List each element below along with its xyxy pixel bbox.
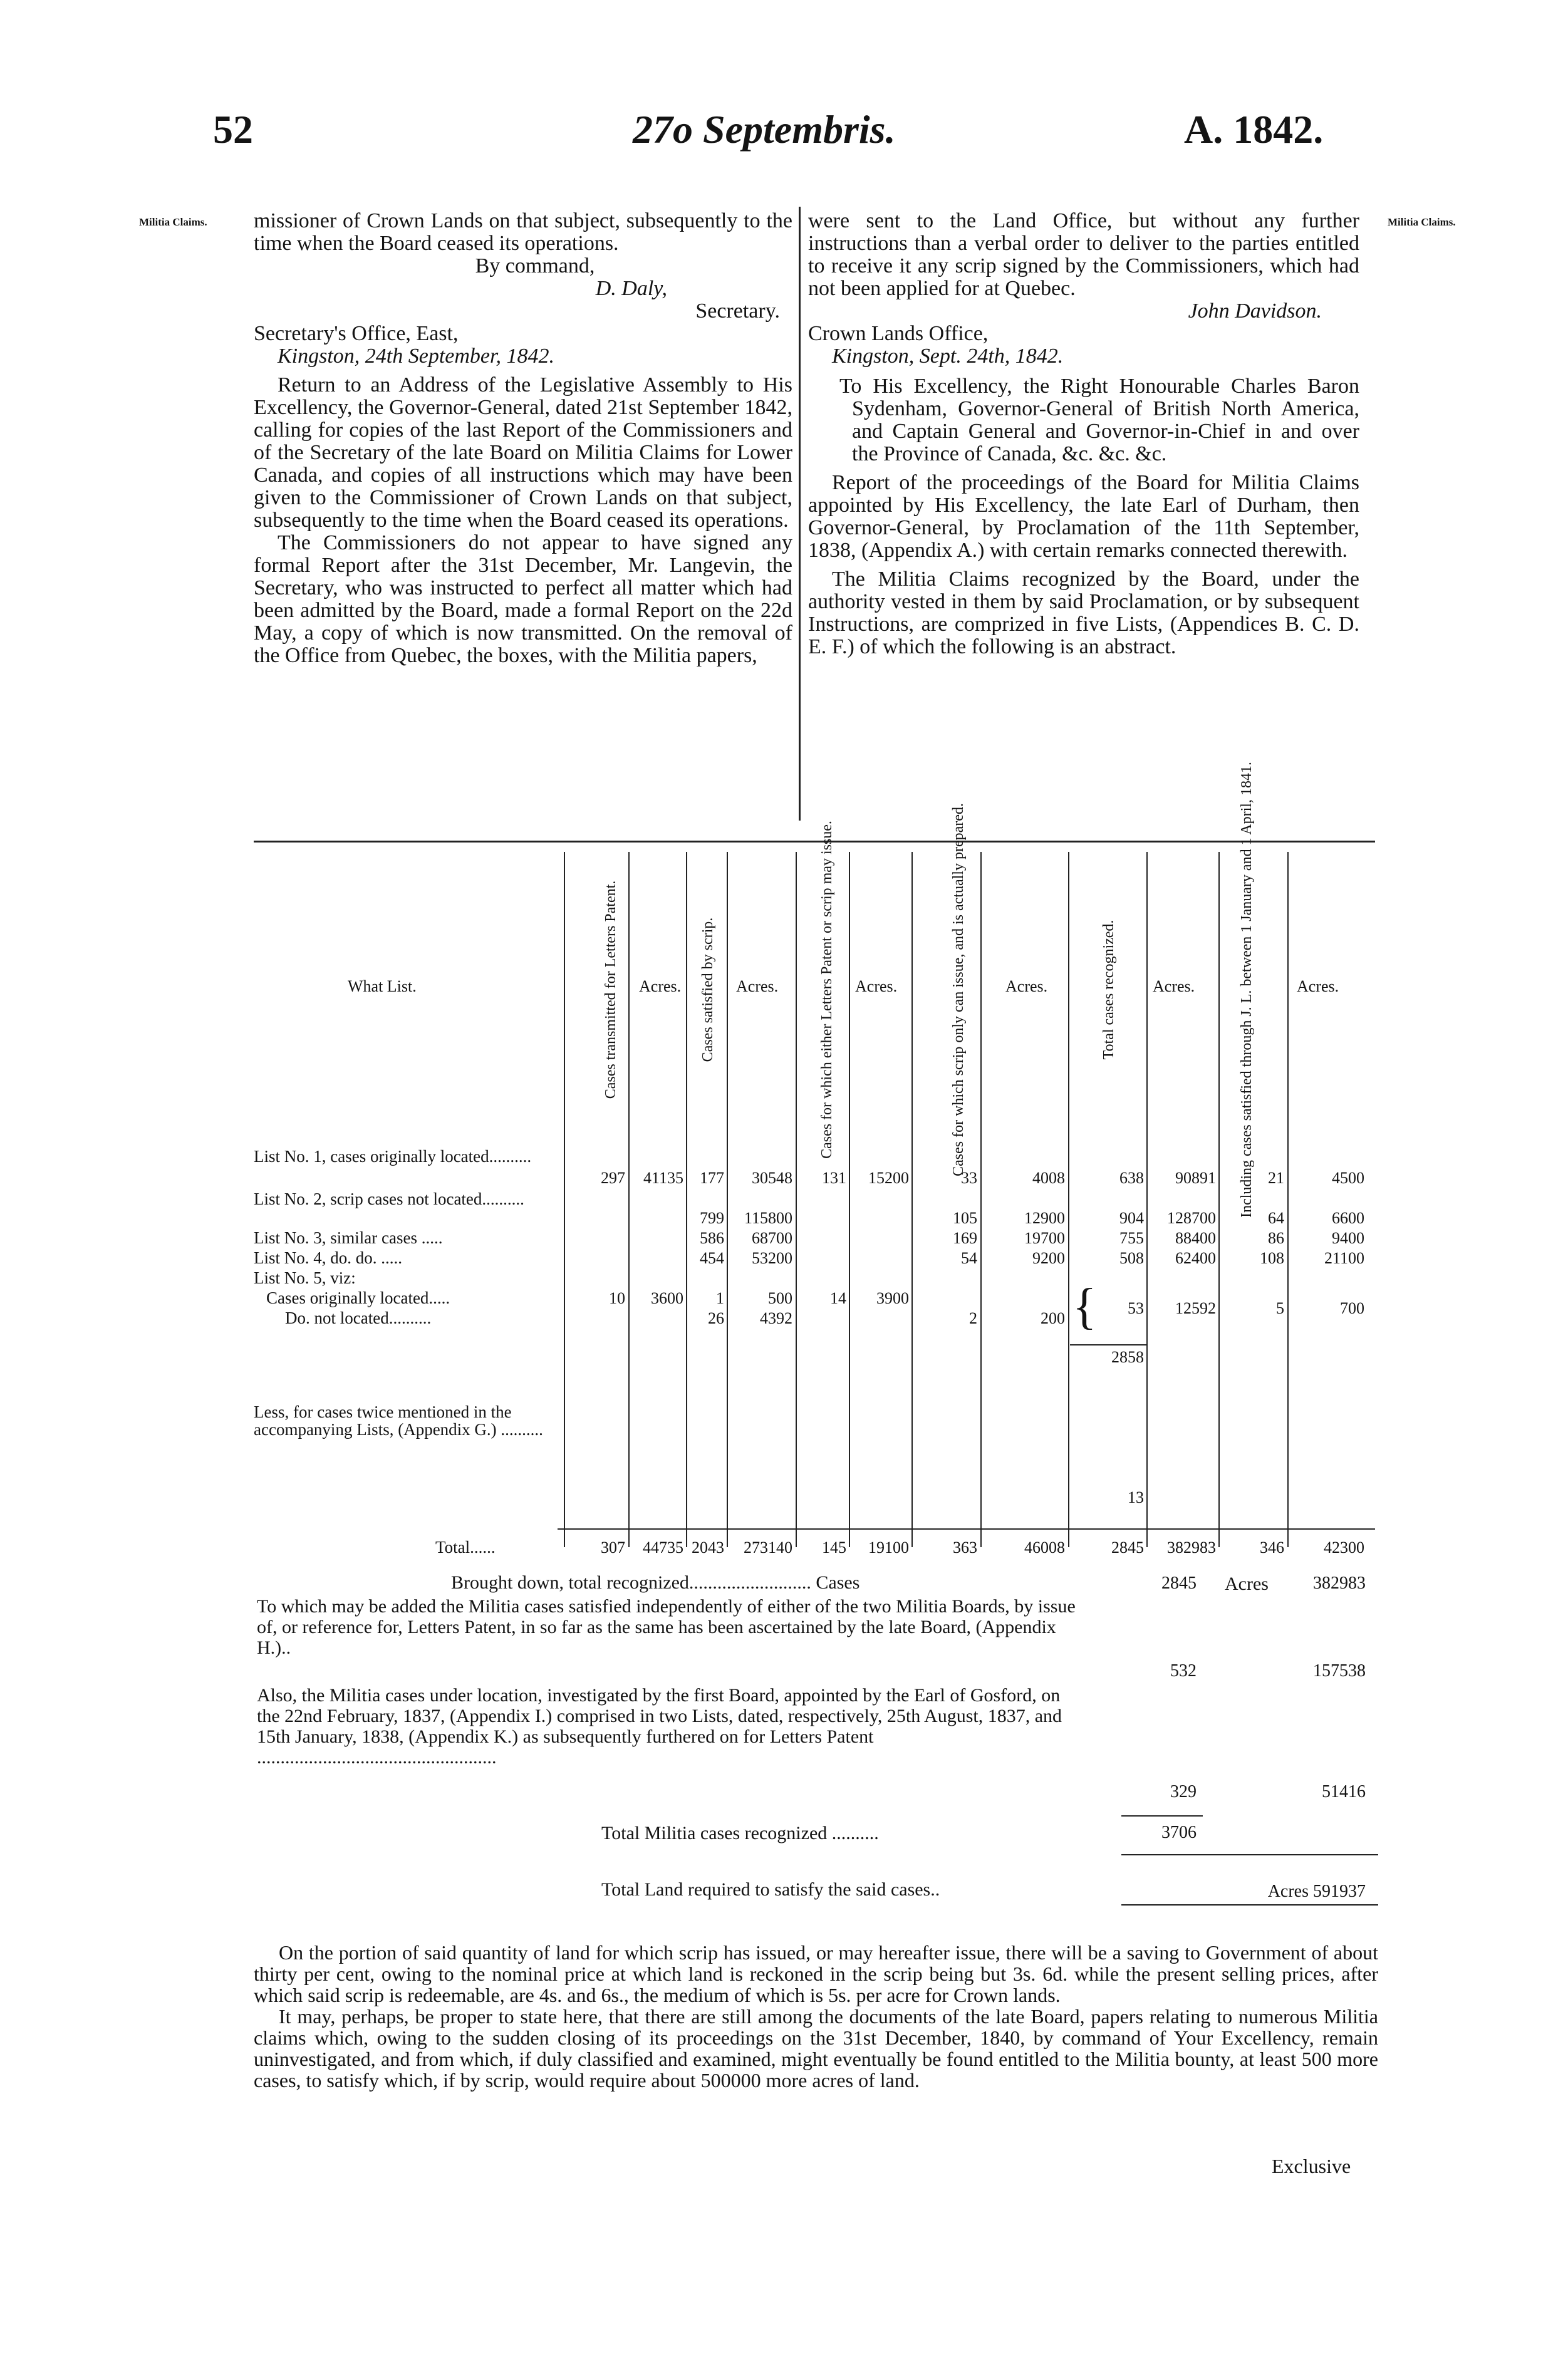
table-cell: 21 bbox=[1268, 1169, 1284, 1187]
col-header-acres-1: Acres. bbox=[639, 977, 682, 995]
table-cell: 700 bbox=[1340, 1299, 1364, 1317]
table-cell: 64 bbox=[1268, 1209, 1284, 1227]
table-total: 2845 bbox=[1111, 1538, 1144, 1557]
table-cell: 14 bbox=[830, 1289, 846, 1307]
right-para-2: Report of the proceedings of the Board for Militia Claims appointed by His Excellency, the late Earl of Durham, then Governor-General, by Proclamation of the 11th September, 1838, (Appendix A.) with certain remarks connected therewith. bbox=[808, 471, 1359, 562]
catchword: Exclusive bbox=[1272, 2155, 1351, 2177]
table-cell: 54 bbox=[961, 1249, 977, 1267]
table-rule bbox=[1218, 852, 1220, 1547]
table-rule bbox=[1068, 852, 1069, 1547]
table-cell: 53200 bbox=[752, 1249, 792, 1267]
table-cell: 128700 bbox=[1167, 1209, 1216, 1227]
table-cell: 3600 bbox=[651, 1289, 683, 1307]
left-para-2: Return to an Address of the Legislative Assembly to His Excellency, the Governor-General, dated 21st September 1842, calling for copies of the last Report of the Commissioners and of the Secretary of the late Board on Militia Claims for Lower Canada, and copies of all instructions which may have been given to the Commissioner of Crown Lands on that subject, subsequently to the time when the Board ceased its operations. bbox=[254, 373, 792, 532]
table-cell: 586 bbox=[700, 1229, 724, 1247]
summary-added: To which may be added the Militia cases satisfied independently of either of the two Militia Boards, by issue of, or reference for, Letters Patent, in so far as the same has been ascertained by the late Board, (Appendix H.).. bbox=[257, 1596, 1076, 1658]
right-office: Crown Lands Office, bbox=[808, 322, 989, 345]
summary-acres-label: Acres bbox=[1225, 1573, 1269, 1594]
col-header-what-list: What List. bbox=[348, 977, 417, 995]
row-label-list-3: List No. 3, similar cases ..... bbox=[254, 1228, 443, 1247]
col-header-including: Including cases satisfied through J. L. between 1 January and 1 April, 1841. bbox=[1238, 762, 1255, 1218]
row-label-total: Total...... bbox=[435, 1538, 496, 1557]
row-label-list-2: List No. 2, scrip cases not located.......... bbox=[254, 1190, 524, 1208]
table-cell: 2 bbox=[969, 1309, 977, 1327]
summary-total-cases: 3706 bbox=[1161, 1823, 1197, 1842]
row-label-list-5-located: Cases originally located..... bbox=[266, 1288, 450, 1307]
table-total: 2043 bbox=[692, 1538, 724, 1557]
table-cell: 297 bbox=[601, 1169, 625, 1187]
summary-also: Also, the Militia cases under location, investigated by the first Board, appointed by the Earl of Gosford, on the 22nd February, 1837, (Appendix I.) comprised in two Lists, dated, respectively, 25th August, 1837, and 15th January, 1838, (Appendix K.) as subsequently furthered on for Letters Patent ................................................... bbox=[257, 1685, 1062, 1768]
table-cell: 115800 bbox=[744, 1209, 792, 1227]
col-header-scrip: Cases satisfied by scrip. bbox=[700, 917, 716, 1062]
table-rule bbox=[727, 852, 728, 1547]
col-header-scrip-only: Cases for which scrip only can issue, and is actually prepared. bbox=[950, 803, 967, 1176]
summary-total-cases-label: Total Militia cases recognized .......... bbox=[601, 1823, 879, 1843]
brace: { bbox=[1072, 1279, 1097, 1334]
row-label-list-1: List No. 1, cases originally located.......... bbox=[254, 1147, 532, 1166]
table-cell: 169 bbox=[953, 1229, 977, 1247]
table-cell: 68700 bbox=[752, 1229, 792, 1247]
table-total: 346 bbox=[1260, 1538, 1284, 1557]
summary-rule bbox=[1121, 1815, 1203, 1817]
col-header-acres-4: Acres. bbox=[1005, 977, 1048, 995]
table-cell: 500 bbox=[768, 1289, 792, 1307]
right-para-1: were sent to the Land Office, but without any further instructions than a verbal order to deliver to the parties entitled to receive it any scrip signed by the Commissioners, which had not been applied for at Quebec. bbox=[808, 209, 1359, 300]
by-command: By command, bbox=[475, 254, 595, 277]
table-cell: 4392 bbox=[760, 1309, 792, 1327]
table-cell: 12900 bbox=[1024, 1209, 1065, 1227]
table-rule bbox=[1287, 852, 1289, 1547]
table-cell: 3900 bbox=[876, 1289, 909, 1307]
right-para-3: The Militia Claims recognized by the Board, under the authority vested in them by said Proclamation, or by subsequent Instructions, are comprized in five Lists, (Appendices B. C. D. E. F.) of which the following is an abstract. bbox=[808, 568, 1359, 658]
table-cell: 5 bbox=[1276, 1299, 1284, 1317]
right-office-date: Kingston, Sept. 24th, 1842. bbox=[832, 345, 1064, 368]
col-header-letters-patent: Cases transmitted for Letters Patent. bbox=[603, 880, 619, 1099]
col-header-acres-2: Acres. bbox=[736, 977, 779, 995]
column-divider bbox=[799, 207, 801, 821]
col-header-acres-6: Acres. bbox=[1297, 977, 1339, 995]
table-cell: 200 bbox=[1041, 1309, 1065, 1327]
table-cell: 638 bbox=[1119, 1169, 1144, 1187]
summary-also-cases: 329 bbox=[1170, 1782, 1197, 1802]
table-cell: 904 bbox=[1119, 1209, 1144, 1227]
summary-rule bbox=[1121, 1904, 1378, 1906]
table-cell: 53 bbox=[1128, 1299, 1144, 1317]
table-cell: 454 bbox=[700, 1249, 724, 1267]
summary-total-land: Acres 591937 bbox=[1267, 1882, 1366, 1901]
table-rule bbox=[628, 852, 630, 1547]
summary-also-acres: 51416 bbox=[1322, 1782, 1366, 1802]
footer-para-2: It may, perhaps, be proper to state here, that there are still among the documents of the late Board, papers relating to numerous Militia claims which, owing to the sudden closing of its proceedings on the 31st December, 1840, by command of Your Excellency, remain uninvestigated, and from which, if duly classified and examined, might eventually be found entitled to the Militia bounty, at least 500 more cases, to satisfy which, if by scrip, would require about 500000 more acres of land. bbox=[254, 2005, 1378, 2092]
table-cell: 131 bbox=[822, 1169, 846, 1187]
table-cell: 105 bbox=[953, 1209, 977, 1227]
col-header-acres-3: Acres. bbox=[855, 977, 898, 995]
summary-added-acres: 157538 bbox=[1313, 1661, 1366, 1681]
subtotal-rule bbox=[1070, 1344, 1146, 1345]
table-cell: 6600 bbox=[1332, 1209, 1364, 1227]
left-para-1: missioner of Crown Lands on that subject, subsequently to the time when the Board ceased its operations. bbox=[254, 209, 792, 255]
summary-rule bbox=[1121, 1854, 1378, 1855]
table-cell: 21100 bbox=[1324, 1249, 1364, 1267]
right-address: To His Excellency, the Right Honourable Charles Baron Sydenham, Governor-General of British North America, and Captain General and Governor-in-Chief in and over the Province of Canada, &c. &c. &c. bbox=[839, 375, 1359, 465]
left-signer: D. Daly, bbox=[595, 277, 667, 300]
table-total: 382983 bbox=[1167, 1538, 1216, 1557]
footer-para-1: On the portion of said quantity of land for which scrip has issued, or may hereafter issue, there will be a saving to Government of about thirty per cent, owing to the nominal price at which land is reckoned in the scrip being but 3s. 6d. while the present selling prices, after which said scrip is redeemable, are 4s. and 6s., the medium of which is 5s. per acre for Crown lands. bbox=[254, 1941, 1378, 2006]
page-date: 27o Septembris. bbox=[633, 107, 896, 152]
table-cell: 177 bbox=[700, 1169, 724, 1187]
margin-note-right: Militia Claims. bbox=[1388, 216, 1456, 228]
table-rule bbox=[686, 852, 687, 1547]
summary-brought-down-cases: 2845 bbox=[1161, 1573, 1197, 1593]
col-header-acres-5: Acres. bbox=[1153, 977, 1195, 995]
row-label-less: Less, for cases twice mentioned in the accompanying Lists, (Appendix G.) .......... bbox=[254, 1402, 543, 1439]
table-cell: 4008 bbox=[1032, 1169, 1065, 1187]
summary-added-cases: 532 bbox=[1170, 1661, 1197, 1681]
margin-note-left: Militia Claims. bbox=[139, 216, 207, 228]
left-signer-title: Secretary. bbox=[695, 299, 780, 323]
table-total: 46008 bbox=[1024, 1538, 1065, 1557]
table-total: 307 bbox=[601, 1538, 625, 1557]
table-cell: 12592 bbox=[1175, 1299, 1216, 1317]
table-cell: 4500 bbox=[1332, 1169, 1364, 1187]
table-cell: 508 bbox=[1119, 1249, 1144, 1267]
table-cell: 26 bbox=[708, 1309, 724, 1327]
table-rule bbox=[796, 852, 797, 1547]
table-cell: 755 bbox=[1119, 1229, 1144, 1247]
page-year: A. 1842. bbox=[1184, 107, 1324, 152]
table-total: 44735 bbox=[643, 1538, 683, 1557]
table-cell: 30548 bbox=[752, 1169, 792, 1187]
left-para-3: The Commissioners do not appear to have signed any formal Report after the 31st December, Mr. Langevin, the Secretary, who was instructed to perfect all matter which had been admitted by the Board, made a formal Report on the 22d May, a copy of which is now transmitted. On the removal of the Office from Quebec, the boxes, with the Militia papers, bbox=[254, 531, 792, 667]
left-office-date: Kingston, 24th September, 1842. bbox=[278, 345, 554, 368]
table-top-rule bbox=[254, 841, 1375, 842]
table-cell: 33 bbox=[961, 1169, 977, 1187]
table-cell: 88400 bbox=[1175, 1229, 1216, 1247]
table-cell: 62400 bbox=[1175, 1249, 1216, 1267]
page-number: 52 bbox=[213, 107, 253, 152]
table-cell: 10 bbox=[609, 1289, 625, 1307]
total-rule bbox=[558, 1528, 1375, 1530]
table-cell: 799 bbox=[700, 1209, 724, 1227]
col-header-either: Cases for which either Letters Patent or scrip may issue. bbox=[819, 821, 835, 1159]
summary-total-land-label: Total Land required to satisfy the said cases.. bbox=[601, 1879, 940, 1900]
table-cell: 1 bbox=[716, 1289, 724, 1307]
row-label-list-5: List No. 5, viz: bbox=[254, 1268, 356, 1287]
table-cell: 15200 bbox=[868, 1169, 909, 1187]
table-rule bbox=[849, 852, 850, 1547]
left-column bbox=[254, 210, 792, 667]
summary-brought-down: Brought down, total recognized.......................... Cases bbox=[451, 1572, 860, 1593]
table-total: 363 bbox=[953, 1538, 977, 1557]
table-cell: 90891 bbox=[1175, 1169, 1216, 1187]
left-office: Secretary's Office, East, bbox=[254, 322, 459, 345]
summary-brought-down-acres: 382983 bbox=[1313, 1573, 1366, 1593]
table-cell: 9200 bbox=[1032, 1249, 1065, 1267]
table-total: 273140 bbox=[744, 1538, 792, 1557]
table-less-value: 13 bbox=[1128, 1488, 1144, 1506]
right-column bbox=[808, 210, 1359, 658]
table-rule bbox=[911, 852, 913, 1547]
row-label-list-4: List No. 4, do. do. ..... bbox=[254, 1248, 403, 1267]
table-subtotal: 2858 bbox=[1111, 1348, 1144, 1366]
right-signer: John Davidson. bbox=[1188, 299, 1322, 323]
table-cell: 86 bbox=[1268, 1229, 1284, 1247]
row-label-list-5-not-located: Do. not located.......... bbox=[285, 1309, 432, 1327]
table-total: 145 bbox=[822, 1538, 846, 1557]
table-cell: 9400 bbox=[1332, 1229, 1364, 1247]
table-cell: 19700 bbox=[1024, 1229, 1065, 1247]
table-cell: 108 bbox=[1260, 1249, 1284, 1267]
table-total: 42300 bbox=[1324, 1538, 1364, 1557]
table-rule bbox=[1146, 852, 1148, 1547]
col-header-total-cases: Total cases recognized. bbox=[1101, 920, 1117, 1060]
table-cell: 41135 bbox=[643, 1169, 683, 1187]
footer-text bbox=[254, 1942, 1378, 2091]
table-rule bbox=[980, 852, 982, 1547]
table-total: 19100 bbox=[868, 1538, 909, 1557]
